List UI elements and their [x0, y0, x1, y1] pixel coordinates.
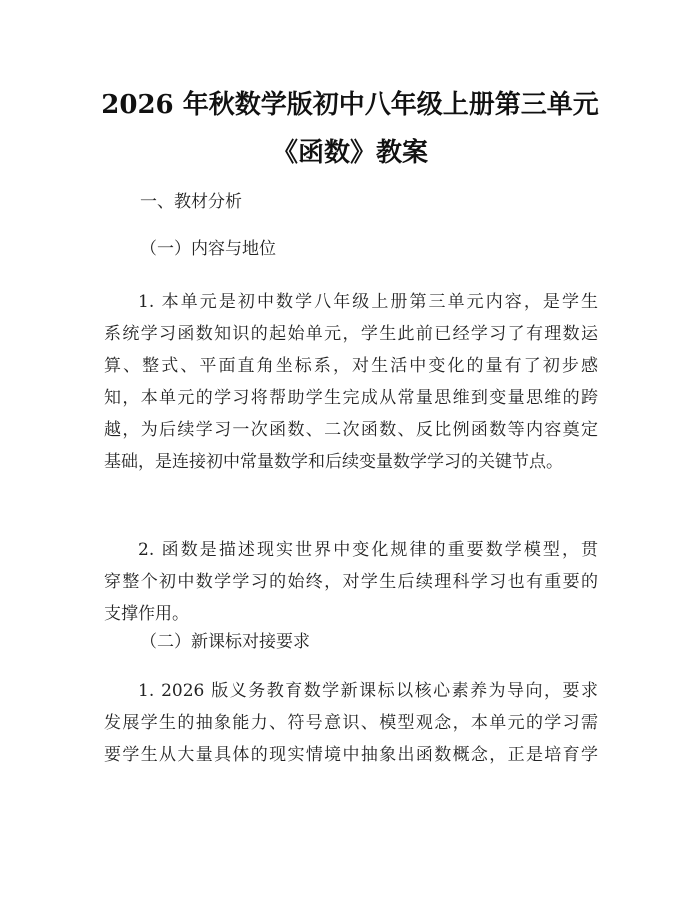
document-title-line-1: 2026 年秋数学版初中八年级上册第三单元	[101, 90, 599, 120]
paragraph-line: 支撑作用。	[104, 604, 189, 624]
paragraph-line: 1. 2026 版义务教育数学新课标以核心素养为导向，要求	[138, 681, 598, 701]
paragraph-curriculum-requirements	[104, 675, 598, 771]
paragraph-line: 基础，是连接初中常量数学和后续变量数学学习的关键节点。	[104, 452, 563, 472]
paragraph-line: 1. 本单元是初中数学八年级上册第三单元内容，是学生	[138, 292, 598, 312]
paragraph-line: 越，为后续学习一次函数、二次函数、反比例函数等内容奠定	[104, 420, 598, 440]
document-title-line-2: 《函数》教案	[271, 138, 428, 168]
paragraph-line: 系统学习函数知识的起始单元，学生此前已经学习了有理数运	[104, 324, 598, 344]
paragraph-unit-overview	[104, 286, 598, 478]
paragraph-function-importance	[104, 534, 598, 630]
paragraph-line: 要学生从大量具体的现实情境中抽象出函数概念，正是培育学	[104, 745, 598, 765]
paragraph-line: 知，本单元的学习将帮助学生完成从常量思维到变量思维的跨	[104, 388, 598, 408]
paragraph-line: 穿整个初中数学学习的始终，对学生后续理科学习也有重要的	[104, 572, 598, 592]
subsection-heading-curriculum-standards: （二）新课标对接要求	[140, 632, 310, 652]
subsection-heading-content-position: （一）内容与地位	[140, 239, 276, 259]
section-heading-textbook-analysis: 一、教材分析	[140, 192, 242, 212]
paragraph-line: 发展学生的抽象能力、符号意识、模型观念，本单元的学习需	[104, 713, 598, 733]
paragraph-line: 2. 函数是描述现实世界中变化规律的重要数学模型，贯	[138, 540, 598, 560]
paragraph-line: 算、整式、平面直角坐标系，对生活中变化的量有了初步感	[104, 356, 598, 376]
